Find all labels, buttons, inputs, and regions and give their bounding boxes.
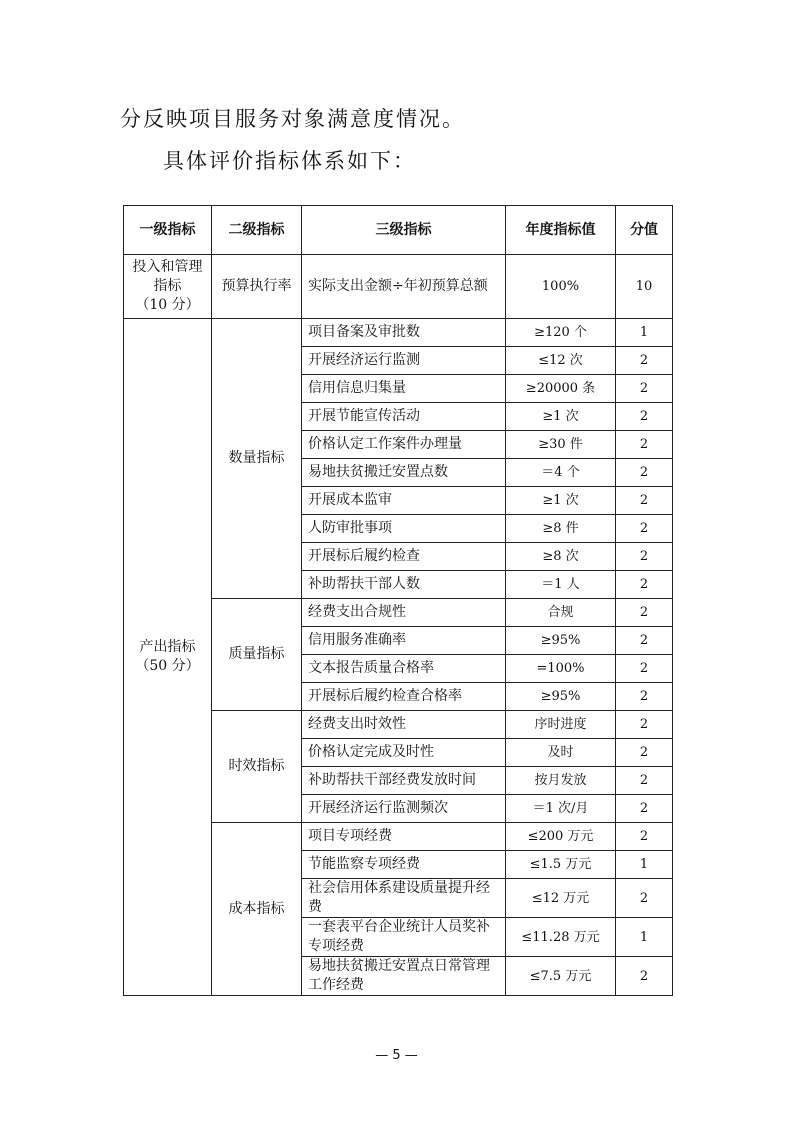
score-cell: 2 (616, 683, 673, 711)
score-cell: 2 (616, 431, 673, 459)
target-cell: ≤12 万元 (506, 879, 616, 918)
score-cell: 1 (616, 851, 673, 879)
score-cell: 2 (616, 347, 673, 375)
header-level2: 二级指标 (212, 206, 302, 255)
score-cell: 10 (616, 255, 673, 319)
body-paragraph-2: 具体评价指标体系如下： (163, 149, 416, 173)
indicator-cell: 信用信息归集量 (302, 375, 506, 403)
score-cell: 2 (616, 375, 673, 403)
indicator-cell: 补助帮扶干部人数 (302, 571, 506, 599)
target-cell: ≥8 件 (506, 515, 616, 543)
indicator-cell: 开展标后履约检查 (302, 543, 506, 571)
indicator-cell: 人防审批事项 (302, 515, 506, 543)
indicator-table (123, 205, 673, 996)
page-number: — 5 — (375, 1048, 418, 1063)
indicator-cell: 补助帮扶干部经费发放时间 (302, 767, 506, 795)
score-cell: 2 (616, 599, 673, 627)
indicator-cell: 社会信用体系建设质量提升经费 (302, 879, 506, 918)
level1-output-cell (124, 319, 212, 996)
indicator-cell: 易地扶贫搬迁安置点日常管理工作经费 (302, 957, 506, 996)
indicator-cell: 节能监察专项经费 (302, 851, 506, 879)
indicator-cell: 文本报告质量合格率 (302, 655, 506, 683)
score-cell: 2 (616, 711, 673, 739)
target-cell: ≥20000 条 (506, 375, 616, 403)
level2-cell: 时效指标 (212, 711, 302, 823)
score-cell: 2 (616, 403, 673, 431)
score-cell: 2 (616, 739, 673, 767)
level1-input-line: 指标 (153, 278, 182, 294)
indicator-cell: 项目专项经费 (302, 823, 506, 851)
indicator-cell: 开展节能宣传活动 (302, 403, 506, 431)
indicator-cell: 信用服务准确率 (302, 627, 506, 655)
score-cell: 2 (616, 879, 673, 918)
indicator-cell: 开展经济运行监测频次 (302, 795, 506, 823)
target-cell: ≤12 次 (506, 347, 616, 375)
indicator-cell: 项目备案及审批数 (302, 319, 506, 347)
score-cell: 2 (616, 655, 673, 683)
target-cell: ≥95% (506, 683, 616, 711)
target-cell: ≥1 次 (506, 487, 616, 515)
target-cell: 100% (506, 255, 616, 319)
score-cell: 2 (616, 487, 673, 515)
score-cell: 2 (616, 795, 673, 823)
target-cell: =100% (506, 655, 616, 683)
score-cell: 2 (616, 957, 673, 996)
level1-input-line: （10 分） (135, 297, 200, 313)
score-cell: 2 (616, 571, 673, 599)
header-level1: 一级指标 (124, 206, 212, 255)
target-cell: 按月发放 (506, 767, 616, 795)
table-row (124, 255, 673, 319)
table-row (124, 319, 673, 347)
target-cell: ≥120 个 (506, 319, 616, 347)
indicator-cell: 价格认定工作案件办理量 (302, 431, 506, 459)
header-score: 分值 (616, 206, 673, 255)
indicator-cell: 易地扶贫搬迁安置点数 (302, 459, 506, 487)
target-cell: ＝4 个 (506, 459, 616, 487)
score-cell: 2 (616, 459, 673, 487)
target-cell: ＝1 次/月 (506, 795, 616, 823)
target-cell: 合规 (506, 599, 616, 627)
target-cell: ≥1 次 (506, 403, 616, 431)
indicator-cell: 开展成本监审 (302, 487, 506, 515)
score-cell: 2 (616, 515, 673, 543)
target-cell: ≤11.28 万元 (506, 918, 616, 957)
level2-cell: 质量指标 (212, 599, 302, 711)
table-header-row (124, 206, 673, 255)
score-cell: 2 (616, 823, 673, 851)
output-section (124, 319, 673, 996)
indicator-cell: 经费支出时效性 (302, 711, 506, 739)
level1-input-cell (124, 255, 212, 319)
target-cell: ＝1 人 (506, 571, 616, 599)
score-cell: 2 (616, 543, 673, 571)
score-cell: 1 (616, 319, 673, 347)
indicator-cell: 价格认定完成及时性 (302, 739, 506, 767)
target-cell: ≥95% (506, 627, 616, 655)
level1-output-line: （50 分） (135, 658, 200, 674)
header-target: 年度指标值 (506, 206, 616, 255)
header-level3: 三级指标 (302, 206, 506, 255)
target-cell: 及时 (506, 739, 616, 767)
target-cell: ≤200 万元 (506, 823, 616, 851)
level2-cell: 数量指标 (212, 319, 302, 599)
target-cell: ≤1.5 万元 (506, 851, 616, 879)
target-cell: ≤7.5 万元 (506, 957, 616, 996)
level2-cell: 成本指标 (212, 823, 302, 996)
target-cell: ≥8 次 (506, 543, 616, 571)
target-cell: 序时进度 (506, 711, 616, 739)
score-cell: 2 (616, 627, 673, 655)
target-cell: ≥30 件 (506, 431, 616, 459)
indicator-cell: 一套表平台企业统计人员奖补专项经费 (302, 918, 506, 957)
score-cell: 1 (616, 918, 673, 957)
level1-input-line: 投入和管理 (132, 259, 203, 275)
indicator-cell: 开展标后履约检查合格率 (302, 683, 506, 711)
level1-output-line: 产出指标 (139, 639, 196, 655)
indicator-cell: 实际支出金额÷年初预算总额 (302, 255, 506, 319)
score-cell: 2 (616, 767, 673, 795)
level2-cell: 预算执行率 (212, 255, 302, 319)
indicator-cell: 经费支出合规性 (302, 599, 506, 627)
indicator-cell: 开展经济运行监测 (302, 347, 506, 375)
body-paragraph-1: 分反映项目服务对象满意度情况。 (120, 107, 465, 131)
